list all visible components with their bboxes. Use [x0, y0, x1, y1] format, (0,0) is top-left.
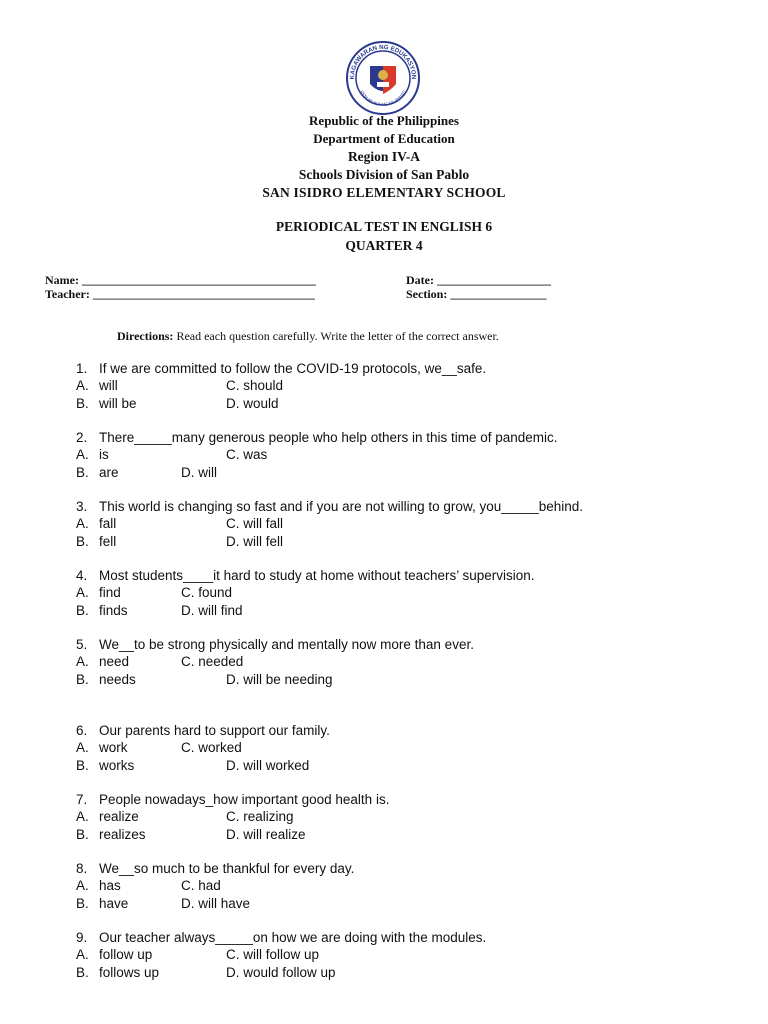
deped-seal-logo — [345, 40, 421, 116]
option-c[interactable]: C. worked — [181, 740, 242, 756]
question-number: 5. — [76, 637, 88, 652]
option-a[interactable]: A. realize — [76, 809, 139, 825]
test-title: PERIODICAL TEST IN ENGLISH 6 — [275, 219, 493, 234]
question-text: Most students____it hard to study at home without teachers’ supervision. — [99, 568, 535, 583]
svg-text:REPUBLIKA NG PILIPINAS: REPUBLIKA NG PILIPINAS — [358, 89, 408, 108]
question-number: 3. — [76, 499, 88, 514]
header-republic: Republic of the Philippines — [309, 113, 459, 128]
option-a[interactable]: A. follow up — [76, 947, 153, 963]
svg-text:KAGAWARAN NG EDUKASYON: KAGAWARAN NG EDUKASYON — [348, 43, 418, 80]
option-c[interactable]: C. was — [226, 447, 268, 463]
option-c[interactable]: C. will follow up — [226, 947, 320, 963]
option-a[interactable]: A. will — [76, 378, 118, 394]
question-4 — [76, 567, 716, 619]
question-number: 9. — [76, 930, 88, 945]
question-text: We__to be strong physically and mentally now more than ever. — [99, 637, 474, 652]
header-division: Schools Division of San Pablo — [298, 167, 470, 182]
header-school: SAN ISIDRO ELEMENTARY SCHOOL — [262, 185, 506, 200]
option-a[interactable]: A. find — [76, 585, 121, 601]
question-3 — [76, 498, 716, 550]
option-b[interactable]: B. have — [76, 895, 129, 911]
option-c[interactable]: C. had — [181, 878, 221, 894]
date-field[interactable]: Date: ___________________ — [406, 273, 551, 287]
question-text: Our parents hard to support our family. — [99, 723, 330, 738]
question-text: There_____many generous people who help others in this time of pandemic. — [99, 430, 558, 445]
option-d[interactable]: D. will have — [181, 895, 251, 911]
option-d[interactable]: D. will worked — [226, 757, 310, 773]
question-text: If we are committed to follow the COVID-19 protocols, we__safe. — [99, 361, 487, 376]
option-a[interactable]: A. fall — [76, 516, 117, 532]
option-b[interactable]: B. needs — [76, 671, 136, 687]
option-b[interactable]: B. will be — [76, 395, 137, 411]
option-d[interactable]: D. will be needing — [226, 671, 333, 687]
option-c[interactable]: C. found — [181, 585, 233, 601]
header-department: Department of Education — [313, 131, 455, 146]
option-a[interactable]: A. work — [76, 740, 128, 756]
question-number: 6. — [76, 723, 88, 738]
option-b[interactable]: B. works — [76, 757, 135, 773]
option-a[interactable]: A. is — [76, 447, 109, 463]
question-text: We__so much to be thankful for every day. — [99, 861, 355, 876]
option-d[interactable]: D. would — [226, 395, 279, 411]
question-number: 1. — [76, 361, 88, 376]
option-d[interactable]: D. will fell — [226, 533, 284, 549]
section-field[interactable]: Section: ________________ — [406, 287, 547, 301]
option-b[interactable]: B. follows up — [76, 964, 160, 980]
option-b[interactable]: B. are — [76, 464, 119, 480]
header-region: Region IV-A — [347, 149, 421, 164]
name-field[interactable]: Name: _______________________________________ — [45, 273, 316, 287]
question-text: People nowadays_how important good health is. — [99, 792, 390, 807]
option-d[interactable]: D. would follow up — [226, 964, 336, 980]
option-c[interactable]: C. will fall — [226, 516, 284, 532]
question-2 — [76, 429, 716, 481]
teacher-field[interactable]: Teacher: _____________________________________ — [45, 287, 315, 301]
option-b[interactable]: B. finds — [76, 602, 128, 618]
question-9 — [76, 929, 716, 981]
option-c[interactable]: C. realizing — [226, 809, 294, 825]
letterhead — [0, 112, 768, 202]
option-b[interactable]: B. fell — [76, 533, 117, 549]
question-number: 8. — [76, 861, 88, 876]
question-8 — [76, 860, 716, 912]
option-d[interactable]: D. will — [181, 464, 217, 480]
question-text: This world is changing so fast and if you are not willing to grow, you_____behind. — [99, 499, 584, 514]
directions — [117, 329, 499, 344]
question-1 — [76, 360, 716, 412]
option-b[interactable]: B. realizes — [76, 826, 146, 842]
directions-label: Directions: — [117, 329, 174, 343]
directions-text: Read each question carefully. Write the letter of the correct answer. — [173, 329, 499, 343]
option-d[interactable]: D. will realize — [226, 826, 306, 842]
question-number: 4. — [76, 568, 88, 583]
question-text: Our teacher always_____on how we are doing with the modules. — [99, 930, 487, 945]
option-c[interactable]: C. needed — [181, 654, 244, 670]
question-6 — [76, 722, 716, 774]
option-a[interactable]: A. need — [76, 654, 130, 670]
question-number: 7. — [76, 792, 88, 807]
option-a[interactable]: A. has — [76, 878, 121, 894]
question-7 — [76, 791, 716, 843]
question-5 — [76, 636, 716, 688]
option-d[interactable]: D. will find — [181, 602, 243, 618]
question-number: 2. — [76, 430, 88, 445]
test-quarter: QUARTER 4 — [345, 238, 423, 253]
option-c[interactable]: C. should — [226, 378, 284, 394]
